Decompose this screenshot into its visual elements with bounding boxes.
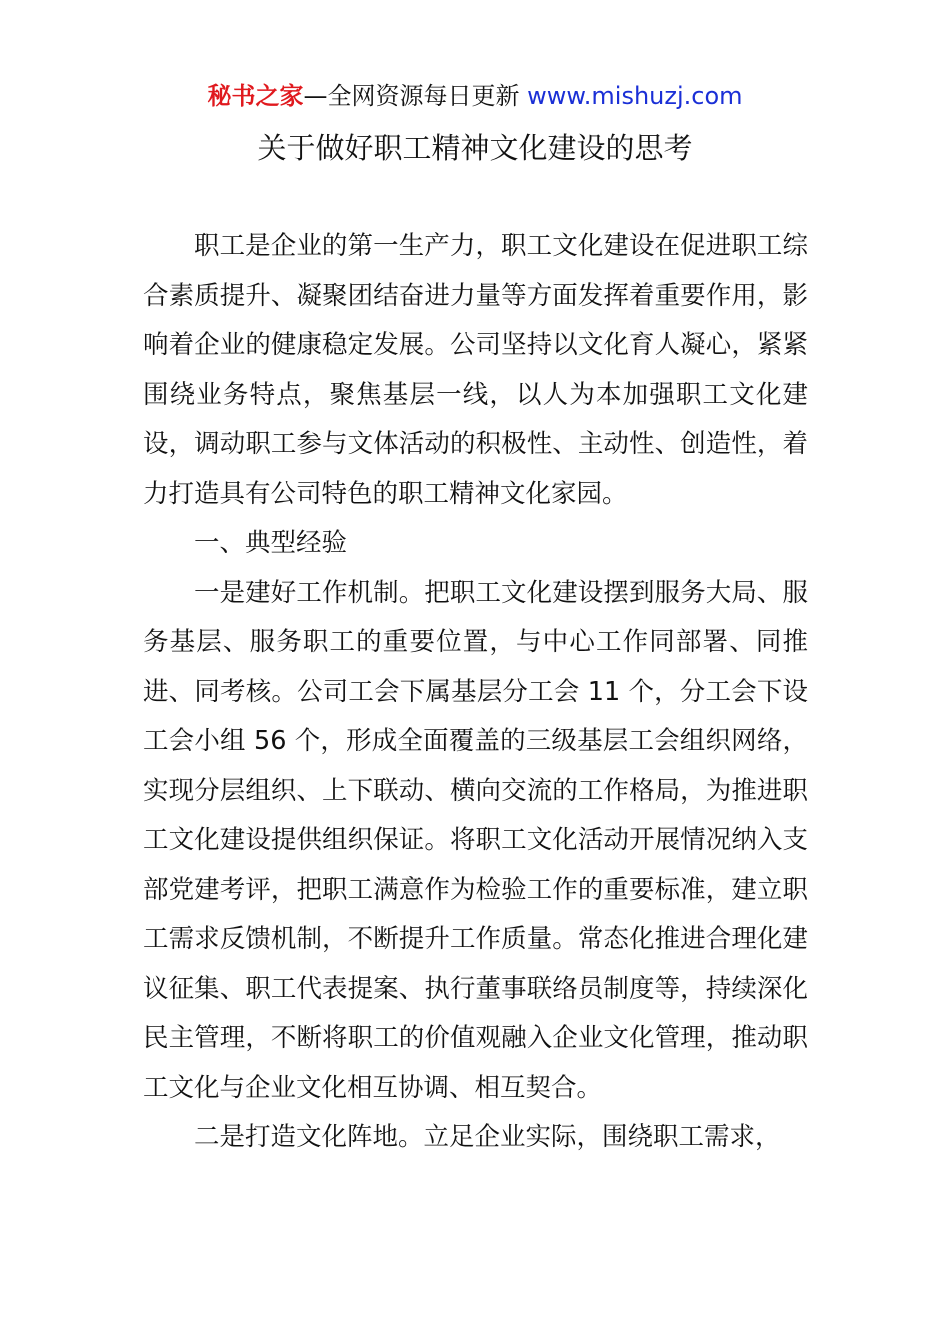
section-heading: 一、典型经验 bbox=[194, 528, 348, 558]
document-body bbox=[143, 222, 808, 1163]
paragraph-intro: 职工是企业的第一生产力，职工文化建设在促进职工综合素质提升、凝聚团结奋进力量等方面发挥着重要作用，影响着企业的健康稳定发展。公司坚持以文化育人凝心，紧紧围绕业务特点，聚焦基层一线，以人为本加强职工文化建设，调动职工参与文体活动的积极性、主动性、创造性，着力打造具有公司特色的职工精神文化家园。 bbox=[143, 231, 808, 509]
paragraph-culture-base: 二是打造文化阵地。立足企业实际，围绕职工需求， bbox=[194, 1122, 781, 1152]
site-url-link[interactable]: www.mishuzj.com bbox=[527, 82, 743, 110]
site-header bbox=[0, 80, 950, 112]
document-title: 关于做好职工精神文化建设的思考 bbox=[257, 131, 693, 165]
brand-name: 秘书之家 bbox=[207, 82, 304, 110]
header-tagline: —全网资源每日更新 bbox=[303, 82, 528, 110]
paragraph-mechanism: 一是建好工作机制。把职工文化建设摆到服务大局、服务基层、服务职工的重要位置，与中心工作同部署、同推进、同考核。公司工会下属基层分工会 11 个，分工会下设工会小组 56 个，形成全面覆盖的三级基层工会组织网络，实现分层组织、上下联动、横向交流的工作格局，为推进职工文化建设提供组织保证。将职工文化活动开展情况纳入支部党建考评，把职工满意作为检验工作的重要标准，建立职工需求反馈机制，不断提升工作质量。常态化推进合理化建议征集、职工代表提案、执行董事联络员制度等，持续深化民主管理，不断将职工的价值观融入企业文化管理，推动职工文化与企业文化相互协调、相互契合。 bbox=[143, 577, 808, 1103]
